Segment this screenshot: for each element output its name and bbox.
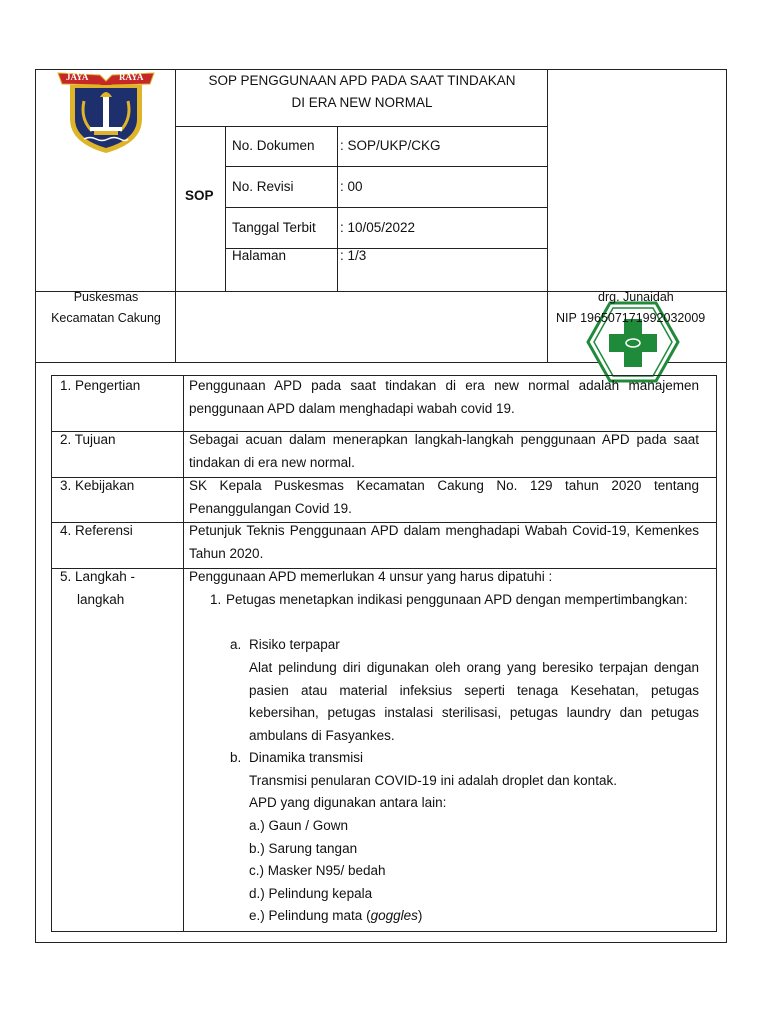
jaya-raya-crest-logo (56, 71, 156, 155)
step-1-number: 1. (210, 592, 222, 607)
step-a-text: Alat pelindung diri digunakan oleh orang yang beresiko terpajan dengan pasien atau material infeksius seperti tenaga Kesehatan, petugas kebersihan, petugas instalasi sterilisasi, petugas laundry dan petugas ambulans di Fasyankes. (249, 660, 699, 743)
apd-list-item: d.) Pelindung kepala (249, 886, 373, 901)
step-a-marker: a. (230, 637, 242, 652)
step-b-title: Dinamika transmisi (249, 750, 364, 765)
step-a-title: Risiko terpapar (249, 637, 340, 652)
step-b-line-2: APD yang digunakan antara lain: (249, 795, 447, 810)
signer-name: drg. Junaidah (598, 290, 674, 304)
page-label: Halaman (232, 248, 287, 263)
issue-date-value: : 10/05/2022 (340, 220, 416, 235)
row-label-tujuan: 2. Tujuan (60, 432, 116, 447)
apd-list-item-last (249, 905, 422, 928)
revision-value: : 00 (340, 179, 363, 194)
apd-list-item: b.) Sarung tangan (249, 841, 358, 856)
step-b-line-1: Transmisi penularan COVID-19 ini adalah droplet dan kontak. (249, 773, 617, 788)
signer-nip: NIP 196507171992032009 (556, 311, 706, 325)
row-label-kebijakan: 3. Kebijakan (60, 478, 135, 493)
doc-number-value: : SOP/UKP/CKG (340, 138, 441, 153)
doc-number-label: No. Dokumen (232, 138, 315, 153)
step-b-marker: b. (230, 750, 242, 765)
apd-last-prefix: e.) Pelindung mata ( (249, 908, 371, 923)
row-label-langkah-2: langkah (77, 592, 125, 607)
logo-banner-right: RAYA (119, 72, 144, 82)
apd-list-item: a.) Gaun / Gown (249, 818, 349, 833)
title-line-1: SOP PENGGUNAAN APD PADA SAAT TINDAKAN (208, 73, 516, 88)
apd-list-item: c.) Masker N95/ bedah (249, 863, 386, 878)
org-line-2: Kecamatan Cakung (51, 311, 161, 325)
row-text-referensi: Petunjuk Teknis Penggunaan APD dalam menghadapi Wabah Covid-19, Kemenkes Tahun 2020. (189, 523, 699, 561)
title-line-2: DI ERA NEW NORMAL (291, 95, 433, 110)
step-1-text: Petugas menetapkan indikasi penggunaan APD dengan mempertimbangkan: (226, 592, 688, 607)
apd-last-italic: goggles (370, 908, 418, 923)
row-label-langkah-1: 5. Langkah - (60, 569, 136, 584)
row-label-referensi: 4. Referensi (60, 523, 133, 538)
row-text-kebijakan: SK Kepala Puskesmas Kecamatan Cakung No. 129 tahun 2020 tentang Penanggulangan Covid 19. (189, 478, 699, 516)
row-text-pengertian: Penggunaan APD pada saat tindakan di era new normal adalah manajemen penggunaan APD dalam menghadapi wabah covid 19. (189, 378, 699, 416)
org-line-1: Puskesmas (73, 290, 139, 304)
page-value: : 1/3 (340, 248, 367, 263)
steps-intro: Penggunaan APD memerlukan 4 unsur yang harus dipatuhi : (189, 569, 553, 584)
document-title (176, 70, 548, 114)
row-label-pengertian: 1. Pengertian (60, 378, 141, 393)
sop-label: SOP (185, 188, 214, 203)
row-text-tujuan: Sebagai acuan dalam menerapkan langkah-langkah penggunaan APD pada saat tindakan di era new normal. (189, 432, 699, 470)
logo-banner-left: JAYA (66, 72, 89, 82)
revision-label: No. Revisi (232, 179, 294, 194)
apd-last-suffix: ) (417, 908, 423, 923)
issue-date-label: Tanggal Terbit (232, 220, 316, 235)
